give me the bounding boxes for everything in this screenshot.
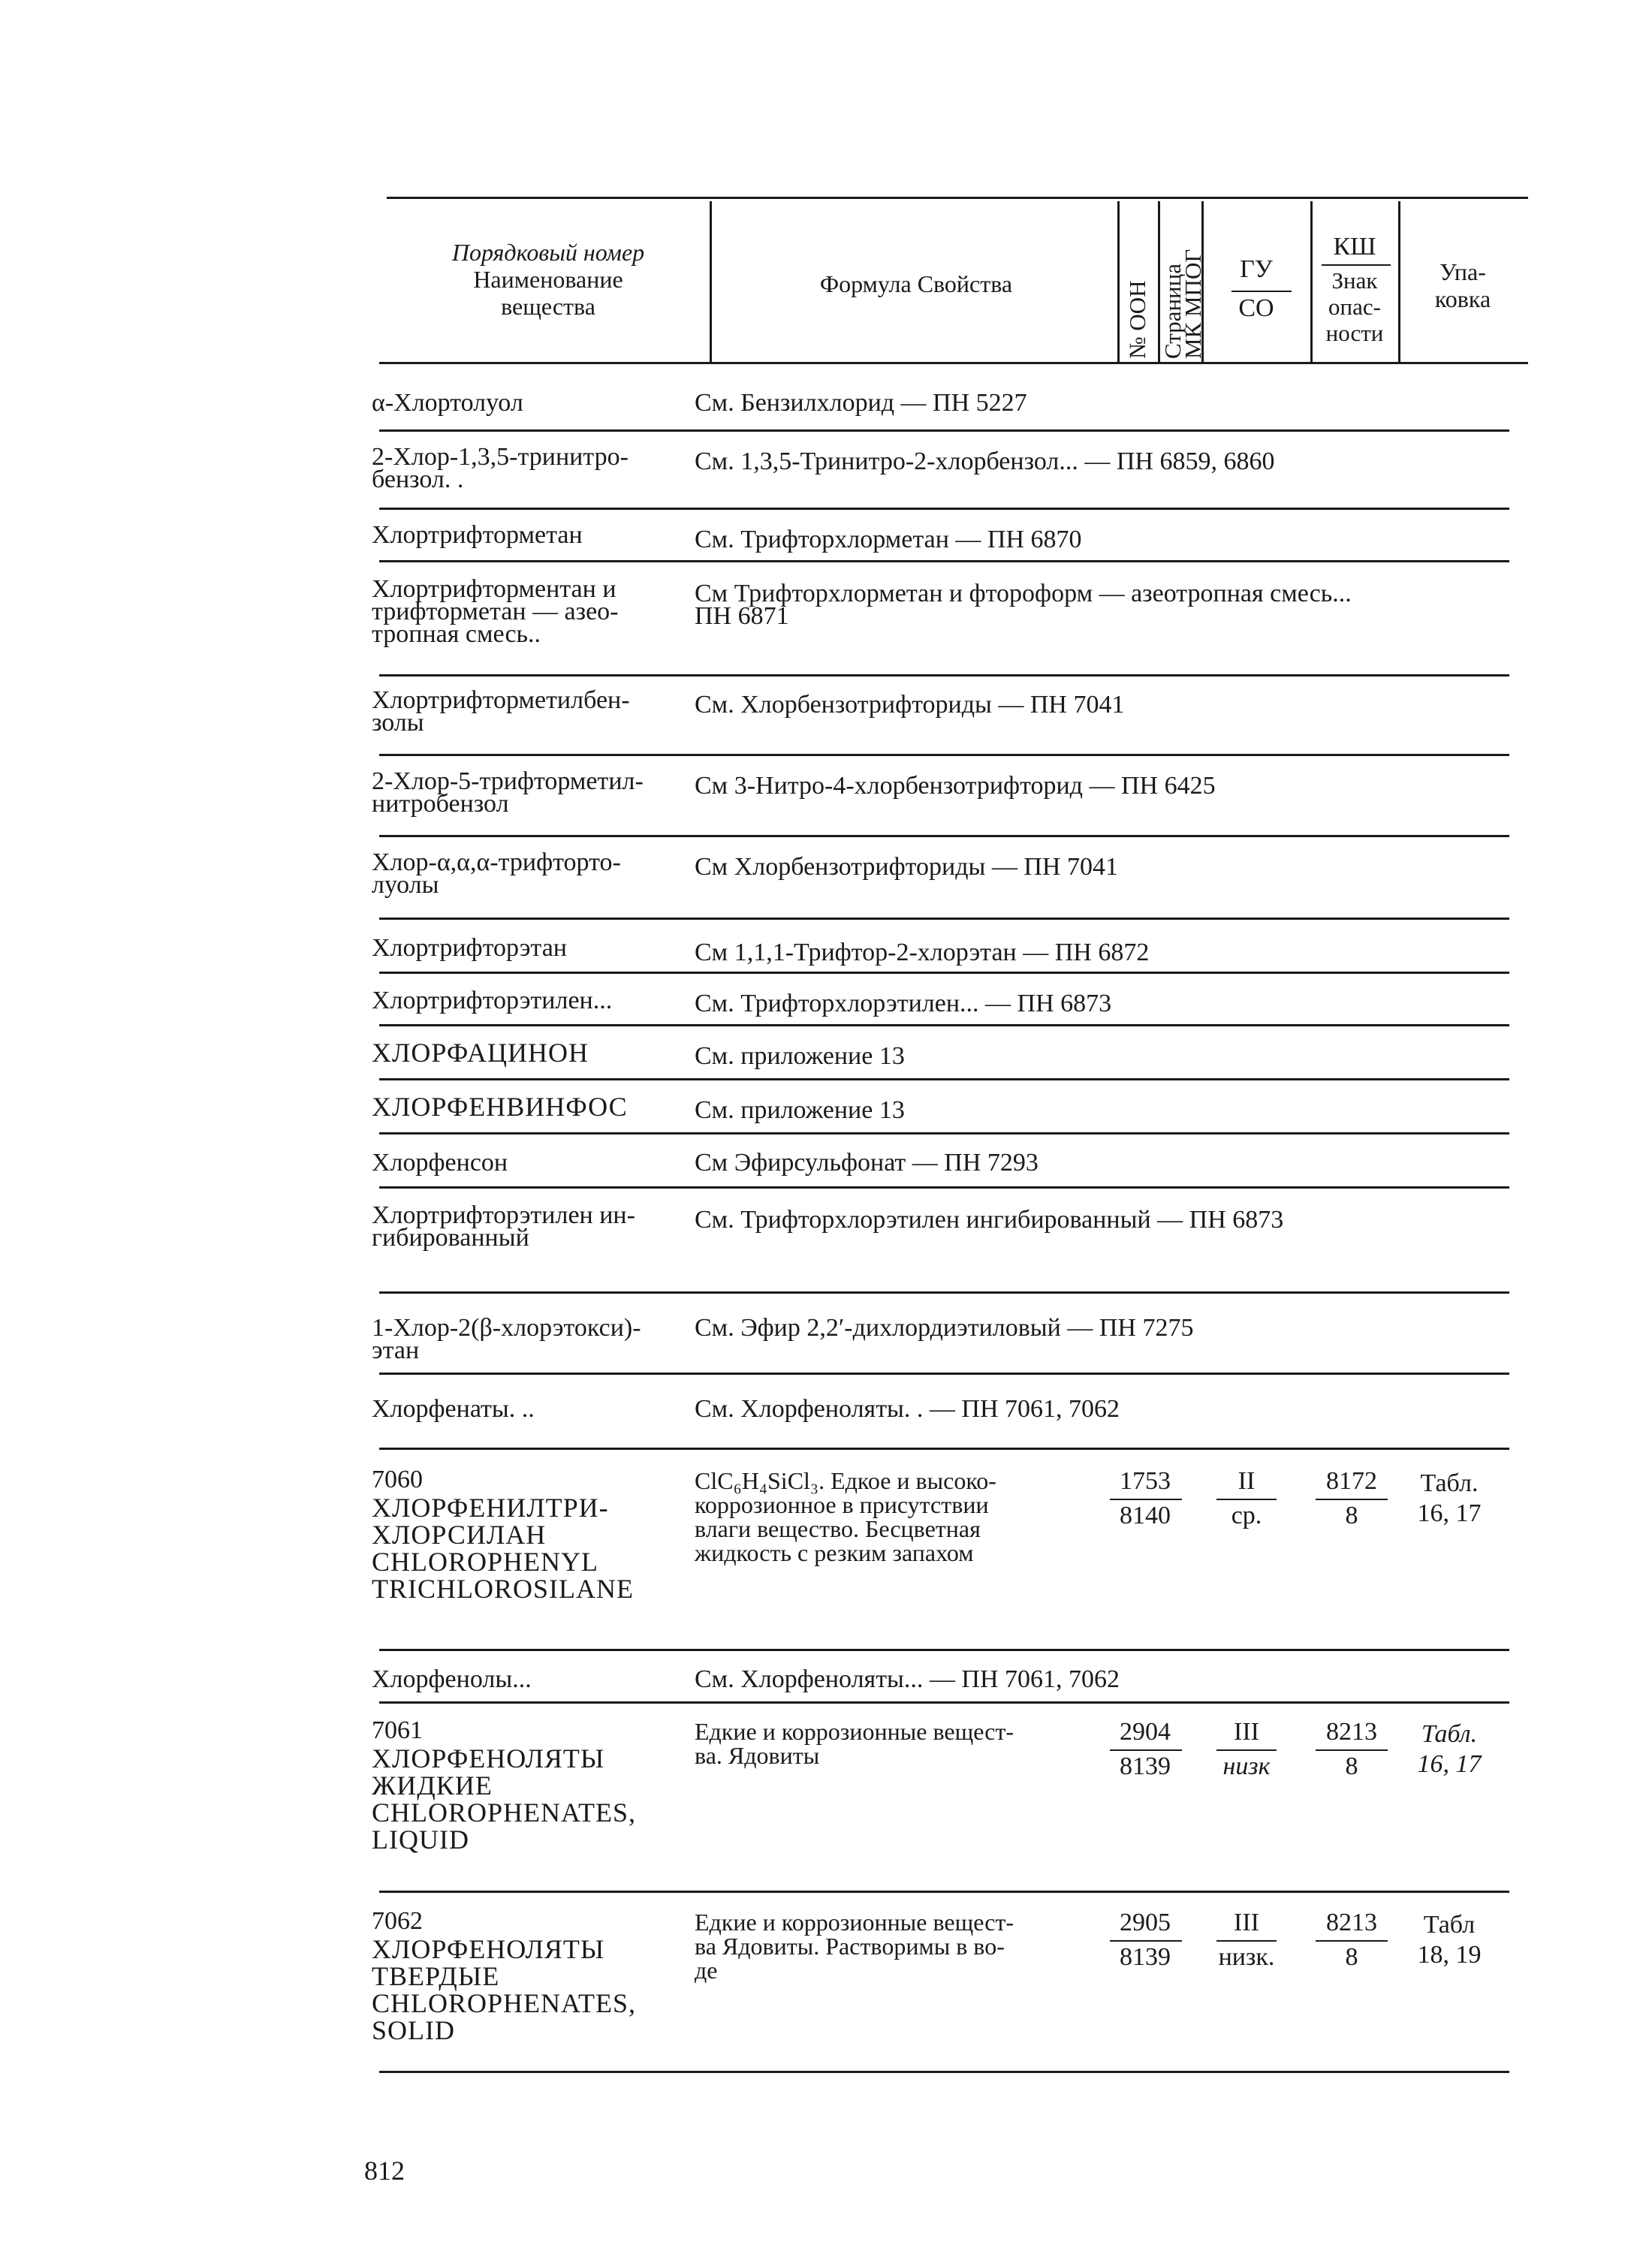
mpog-page: 8139 <box>1120 1943 1171 1971</box>
fraction-bar <box>1110 1940 1182 1942</box>
row-rule <box>379 1701 1509 1704</box>
substance-name: ХЛОРФАЦИНОН <box>372 1038 589 1068</box>
row-rule <box>379 754 1509 756</box>
substance-reference: См. Трифторхлорэтилен... — ПН 6873 <box>695 990 1112 1017</box>
substance-name: ХЛОРФЕНВИНФОС <box>372 1092 628 1122</box>
substance-reference: См. Хлорфеноляты... — ПН 7061, 7062 <box>695 1665 1120 1693</box>
header-col1-name: Наименование вещества <box>473 266 623 320</box>
row-rule <box>379 1448 1509 1450</box>
row-rule <box>379 1291 1509 1294</box>
substance-reference: См 1,1,1-Трифтор-2-хлорэтан — ПН 6872 <box>695 939 1150 966</box>
substance-reference: См. Хлорфеноляты. . — ПН 7061, 7062 <box>695 1395 1120 1423</box>
header-divider <box>1398 201 1400 363</box>
ksh-code: 8213 <box>1326 1909 1377 1936</box>
page-number: 812 <box>364 2156 405 2186</box>
header-col5-bar <box>1231 291 1292 292</box>
row-rule <box>379 1024 1509 1026</box>
row-rule <box>379 972 1509 974</box>
row-rule <box>379 1078 1509 1080</box>
header-divider <box>710 201 712 363</box>
substance-name: 1-Хлор-2(β-хлорэтокси)- этан <box>372 1314 641 1364</box>
row-rule <box>379 560 1509 562</box>
packaging: Табл. 16, 17 <box>1417 1469 1482 1527</box>
hazard-sign: 8 <box>1345 1502 1358 1529</box>
row-rule <box>379 1132 1509 1135</box>
gu-value: III <box>1234 1718 1259 1746</box>
substance-reference: См Трифторхлорметан и фтороформ — азеотропная смесь... ПН 6871 <box>695 580 1352 630</box>
substance-reference: См Хлорбензотрифториды — ПН 7041 <box>695 853 1118 881</box>
header-col1-italic: Порядковый номер <box>451 239 645 266</box>
packaging: Табл. 16, 17 <box>1417 1720 1482 1778</box>
mpog-page: 8139 <box>1120 1752 1171 1780</box>
header-col6-ksh: КШ <box>1333 233 1376 261</box>
header-top-rule <box>387 197 1528 199</box>
header-col7-packaging: Упа- ковка <box>1434 258 1491 312</box>
substance-name: Хлортрифторэтан <box>372 934 567 962</box>
substance-reference: См. приложение 13 <box>695 1096 905 1124</box>
header-col6-sign: Знак опас- ности <box>1325 267 1384 346</box>
substance-name: Хлор-α,α,α-трифторто- луолы <box>372 848 621 899</box>
entry-description: Едкие и коррозионные вещест- ва. Ядовиты <box>695 1718 1014 1769</box>
ksh-code: 8172 <box>1326 1467 1377 1495</box>
substance-name: Хлорфенсон <box>372 1149 508 1177</box>
substance-name: Хлортрифторэтилен... <box>372 987 613 1014</box>
row-rule <box>379 1186 1509 1189</box>
header-col3-un-number: № ООН <box>1124 280 1150 359</box>
un-number: 1753 <box>1120 1467 1171 1495</box>
entry-number: 7062 <box>372 1907 423 1935</box>
ksh-code: 8213 <box>1326 1718 1377 1746</box>
substance-name: 2-Хлор-5-трифторметил- нитробензол <box>372 767 644 818</box>
row-rule <box>379 508 1509 510</box>
entry-number: 7061 <box>372 1716 423 1744</box>
gu-value: II <box>1237 1467 1256 1495</box>
fraction-bar <box>1216 1940 1277 1942</box>
header-bottom-rule <box>379 362 1528 364</box>
substance-name: Хлорфенаты. .. <box>372 1395 535 1423</box>
header-col4-page-2: МК МПОГ <box>1180 249 1206 359</box>
entry-name: ХЛОРФЕНОЛЯТЫ ТВЕРДЫЕ CHLOROPHENATES, SOLID <box>372 1934 637 2045</box>
entry-description: Едкие и коррозионные вещест- ва Ядовиты. Растворимы в во- де <box>695 1909 1014 1984</box>
co-value: ср. <box>1231 1502 1262 1529</box>
fraction-bar <box>1316 1749 1388 1751</box>
substance-reference: См Эфирсульфонат — ПН 7293 <box>695 1149 1039 1177</box>
gu-value: III <box>1234 1909 1259 1936</box>
packaging: Табл 18, 19 <box>1417 1911 1482 1969</box>
row-rule <box>379 429 1509 432</box>
fraction-bar <box>1316 1499 1388 1500</box>
row-rule <box>379 1891 1509 1893</box>
co-value: низк <box>1222 1752 1271 1780</box>
substance-reference: См 3-Нитро-4-хлорбензотрифторид — ПН 6425 <box>695 772 1216 800</box>
fraction-bar <box>1110 1499 1182 1500</box>
row-rule <box>379 835 1509 837</box>
header-col4-page: Страница <box>1159 264 1186 359</box>
row-rule <box>379 2071 1509 2073</box>
header-col5-co: СО <box>1238 294 1274 322</box>
row-rule <box>379 918 1509 920</box>
entry-number: 7060 <box>372 1466 423 1493</box>
substance-reference: См. 1,3,5-Тринитро-2-хлорбензол... — ПН 6859, 6860 <box>695 447 1275 475</box>
header-col6-bar <box>1322 264 1391 266</box>
substance-name: 2-Хлор-1,3,5-тринитро- бензол. . <box>372 443 629 493</box>
mpog-page: 8140 <box>1120 1502 1171 1529</box>
hazard-sign: 8 <box>1345 1943 1358 1971</box>
co-value: низк. <box>1218 1943 1275 1971</box>
row-rule <box>379 1649 1509 1651</box>
substance-name: Хлортрифторментан и трифторметан — азео- тропная смесь.. <box>372 575 619 648</box>
row-rule <box>379 674 1509 676</box>
header-divider <box>1117 201 1120 363</box>
substance-reference: См. Трифторхлорэтилен ингибированный — ПН 6873 <box>695 1206 1284 1234</box>
substance-reference: См. Хлорбензотрифториды — ПН 7041 <box>695 691 1125 719</box>
row-rule <box>379 1373 1509 1375</box>
substance-name: Хлортрифторэтилен ин- гибированный <box>372 1201 635 1252</box>
header-col2-formula: Формула Свойства <box>819 270 1013 297</box>
un-number: 2905 <box>1120 1909 1171 1936</box>
fraction-bar <box>1110 1749 1182 1751</box>
un-number: 2904 <box>1120 1718 1171 1746</box>
substance-name: Хлорфенолы... <box>372 1665 532 1693</box>
substance-name: α-Хлортолуол <box>372 389 523 417</box>
entry-description: ClC₆H₄SiCl₃. Едкое и высоко- коррозионное в присутствии влаги вещество. Бесцветная жидкость с резким запахом <box>695 1467 996 1566</box>
substance-name: Хлортрифторметан <box>372 521 583 549</box>
substance-reference: См. Бензилхлорид — ПН 5227 <box>695 389 1027 417</box>
substance-reference: См. Трифторхлорметан — ПН 6870 <box>695 526 1082 553</box>
fraction-bar <box>1216 1749 1277 1751</box>
substance-name: Хлортрифторметилбен- золы <box>372 686 630 737</box>
substance-reference: См. приложение 13 <box>695 1042 905 1070</box>
substance-reference: См. Эфир 2,2′-дихлордиэтиловый — ПН 7275 <box>695 1314 1194 1342</box>
fraction-bar <box>1216 1499 1277 1500</box>
fraction-bar <box>1316 1940 1388 1942</box>
entry-name: ХЛОРФЕНИЛТРИ- ХЛОРСИЛАН CHLOROPHENYL TRICHLOROSILANE <box>372 1493 634 1604</box>
entry-name: ХЛОРФЕНОЛЯТЫ ЖИДКИЕ CHLOROPHENATES, LIQUID <box>372 1743 637 1855</box>
header-col5-gu: ГУ <box>1240 255 1273 283</box>
hazard-sign: 8 <box>1345 1752 1358 1780</box>
